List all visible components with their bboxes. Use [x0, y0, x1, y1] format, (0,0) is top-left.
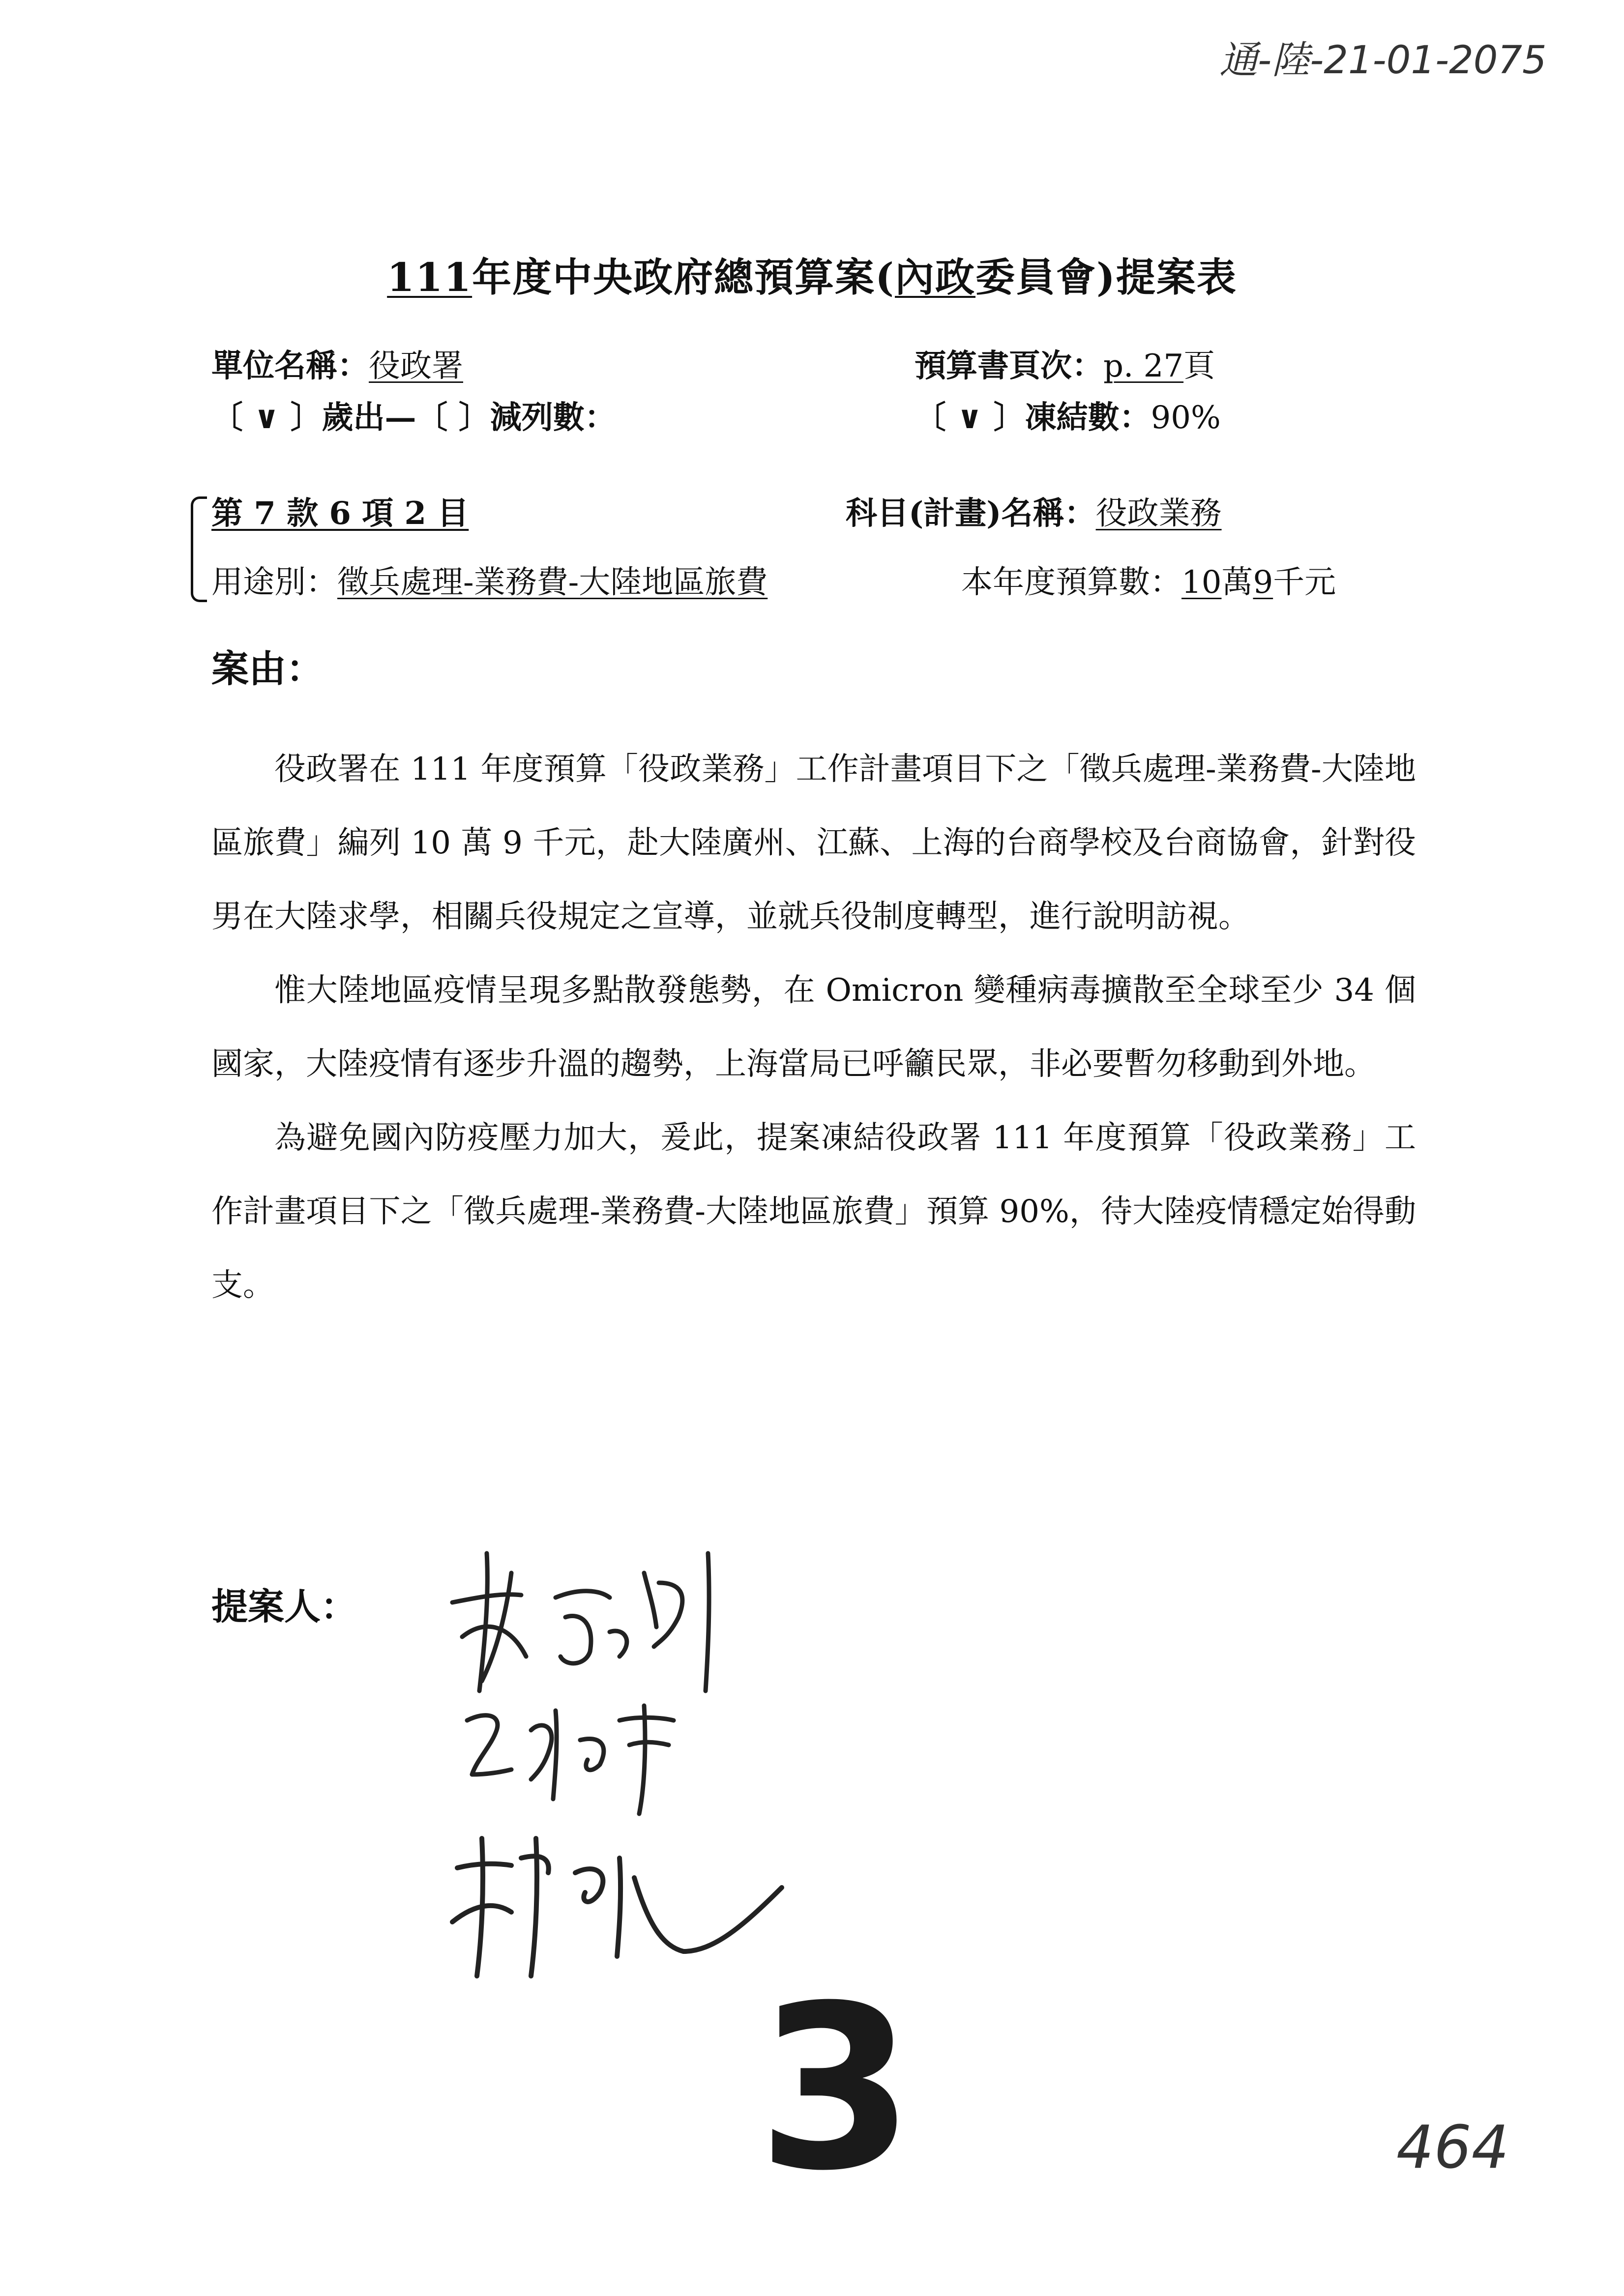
amount-label: 本年度預算數：: [961, 564, 1181, 601]
reason-paragraph-2: 惟大陸地區疫情呈現多點散發態勢，在 Omicron 變種病毒擴散至全球至少 34 個國家，大陸疫情有逐步升溫的趨勢，上海當局已呼籲民眾，非必要暫勿移動到外地。: [211, 972, 1416, 1082]
page-ref-row: [915, 344, 1215, 388]
amount-wan-unit: 萬: [1221, 564, 1253, 601]
unit-name-row: [211, 344, 463, 388]
page-number: 464: [1396, 2114, 1509, 2182]
page-value: p. 27: [1103, 348, 1184, 384]
budget-category: 第 7 款 6 項 2 目: [211, 495, 469, 532]
reason-body: [211, 732, 1416, 1322]
amount-wan: 10: [1181, 564, 1222, 601]
title-year: 111: [387, 254, 472, 300]
handwritten-number: 3: [757, 1957, 915, 2220]
subject-value: 役政業務: [1095, 495, 1222, 532]
usage-value: 徵兵處理-業務費-大陸地區旅費: [337, 564, 768, 601]
reason-paragraph-1: 役政署在 111 年度預算「役政業務」工作計畫項目下之「徵兵處理-業務費-大陸地區旅費」編列 10 萬 9 千元，赴大陸廣州、江蘇、上海的台商學校及台商協會，針對役男在大陸求學，相關兵役規定之宣導，並就兵役制度轉型，進行說明訪視。: [211, 751, 1416, 935]
signature-2: [457, 1691, 713, 1819]
title-part2: 委員會)提案表: [975, 254, 1237, 300]
usage-label: 用途別：: [211, 564, 337, 601]
page-label: 預算書頁次：: [915, 348, 1103, 384]
budget-item-bracket: [191, 496, 207, 602]
usage-row: [211, 560, 768, 605]
page-unit: 頁: [1183, 348, 1215, 384]
page-title: [0, 246, 1624, 302]
signature-1: [433, 1543, 738, 1701]
freeze-value: 90%: [1151, 400, 1221, 436]
subject-label: 科目(計畫)名稱：: [846, 495, 1096, 532]
unit-label: 單位名稱：: [211, 348, 369, 384]
subject-row: [846, 492, 1222, 536]
unit-value: 役政署: [369, 348, 463, 384]
title-part1: 年度中央政府總預算案(: [472, 254, 895, 300]
amount-row: [961, 560, 1336, 605]
proposer-label: 提案人：: [211, 1586, 357, 1628]
freeze-row: [915, 396, 1221, 440]
amount-qian-unit: 千元: [1273, 564, 1336, 601]
reason-paragraph-3: 為避免國內防疫壓力加大，爰此，提案凍結役政署 111 年度預算「役政業務」工作計畫項目下之「徵兵處理-業務費-大陸地區旅費」預算 90%，待大陸疫情穩定始得動支。: [211, 1120, 1416, 1304]
title-committee: 內政: [895, 254, 975, 300]
expense-row: 〔 ∨ 〕歲出—〔 〕減列數：: [211, 399, 616, 436]
freeze-label: 〔 ∨ 〕凍結數：: [915, 399, 1151, 436]
signature-3: [438, 1829, 792, 1986]
reason-heading: 案由：: [211, 647, 324, 691]
amount-qian: 9: [1253, 564, 1273, 601]
top-handwritten-stamp: 通-陸-21-01-2075: [1219, 38, 1547, 83]
